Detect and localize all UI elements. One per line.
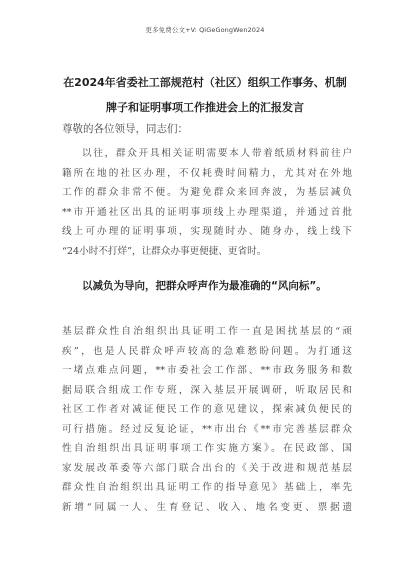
salutation: 尊敬的各位领导，同志们： xyxy=(62,123,188,135)
text-line: 基层群众性自治组织出具证明工作一直是困扰基层的“顽 xyxy=(62,326,352,337)
text-line: “24小时不打烊”，让群众办事更便捷、更省时。 xyxy=(62,245,267,257)
paragraph-1 xyxy=(62,144,352,261)
text-line: 工作的群众非常不便。为避免群众来回奔波，为基层减负 xyxy=(62,187,352,198)
text-line: 籍所在地的社区办理，不仅耗费时间精力，尤其对在外地 xyxy=(62,167,352,179)
text-line: 线上可办理的证明事项，实现随时办、随身办，线上线下 xyxy=(62,226,352,237)
text-line: 新增“同属一人、生育登记、收入、地名变更、票据遗 xyxy=(62,501,352,513)
header-note: 更多免费公文+V: QiGeGongWen2024 xyxy=(145,26,265,34)
document-title xyxy=(52,70,358,120)
section-heading: 以减负为导向，把群众呼声作为最准确的“风向标”。 xyxy=(82,280,327,292)
text-line: 家发展改革委等六部门联合出台的《关于改进和规范基层 xyxy=(62,462,352,474)
text-line: 据局联合组成工作专班，深入基层开展调研，听取居民和 xyxy=(62,384,352,396)
title-line-2: 牌子和证明事项工作推进会上的汇报发言 xyxy=(106,101,304,114)
text-line: 性自治组织出具证明事项工作实施方案》。在民政部、国 xyxy=(62,443,352,454)
text-line: 一堵点难点问题，**市委社会工作部、**市政务服务和数 xyxy=(62,365,352,376)
paragraph-2 xyxy=(62,322,352,517)
text-line: 疾”，也是人民群众呼声较高的急难愁盼问题。为打通这 xyxy=(62,345,352,357)
text-line: 可行措施。经过反复论证，**市出台《**市完善基层群众 xyxy=(62,423,352,435)
text-line: 以往，群众开具相关证明需要本人带着纸质材料前往户 xyxy=(82,148,352,159)
text-line: **市开通社区出具的证明事项线上办理渠道，并通过首批 xyxy=(62,206,352,218)
text-line: 群众性自治组织出具证明工作的指导意见》基础上，率先 xyxy=(62,482,352,493)
text-line: 社区工作者对减证便民工作的意见建议，探索减负便民的 xyxy=(62,404,352,415)
title-line-1: 在2024年省委社工部规范村（社区）组织工作事务、机制 xyxy=(63,76,347,89)
